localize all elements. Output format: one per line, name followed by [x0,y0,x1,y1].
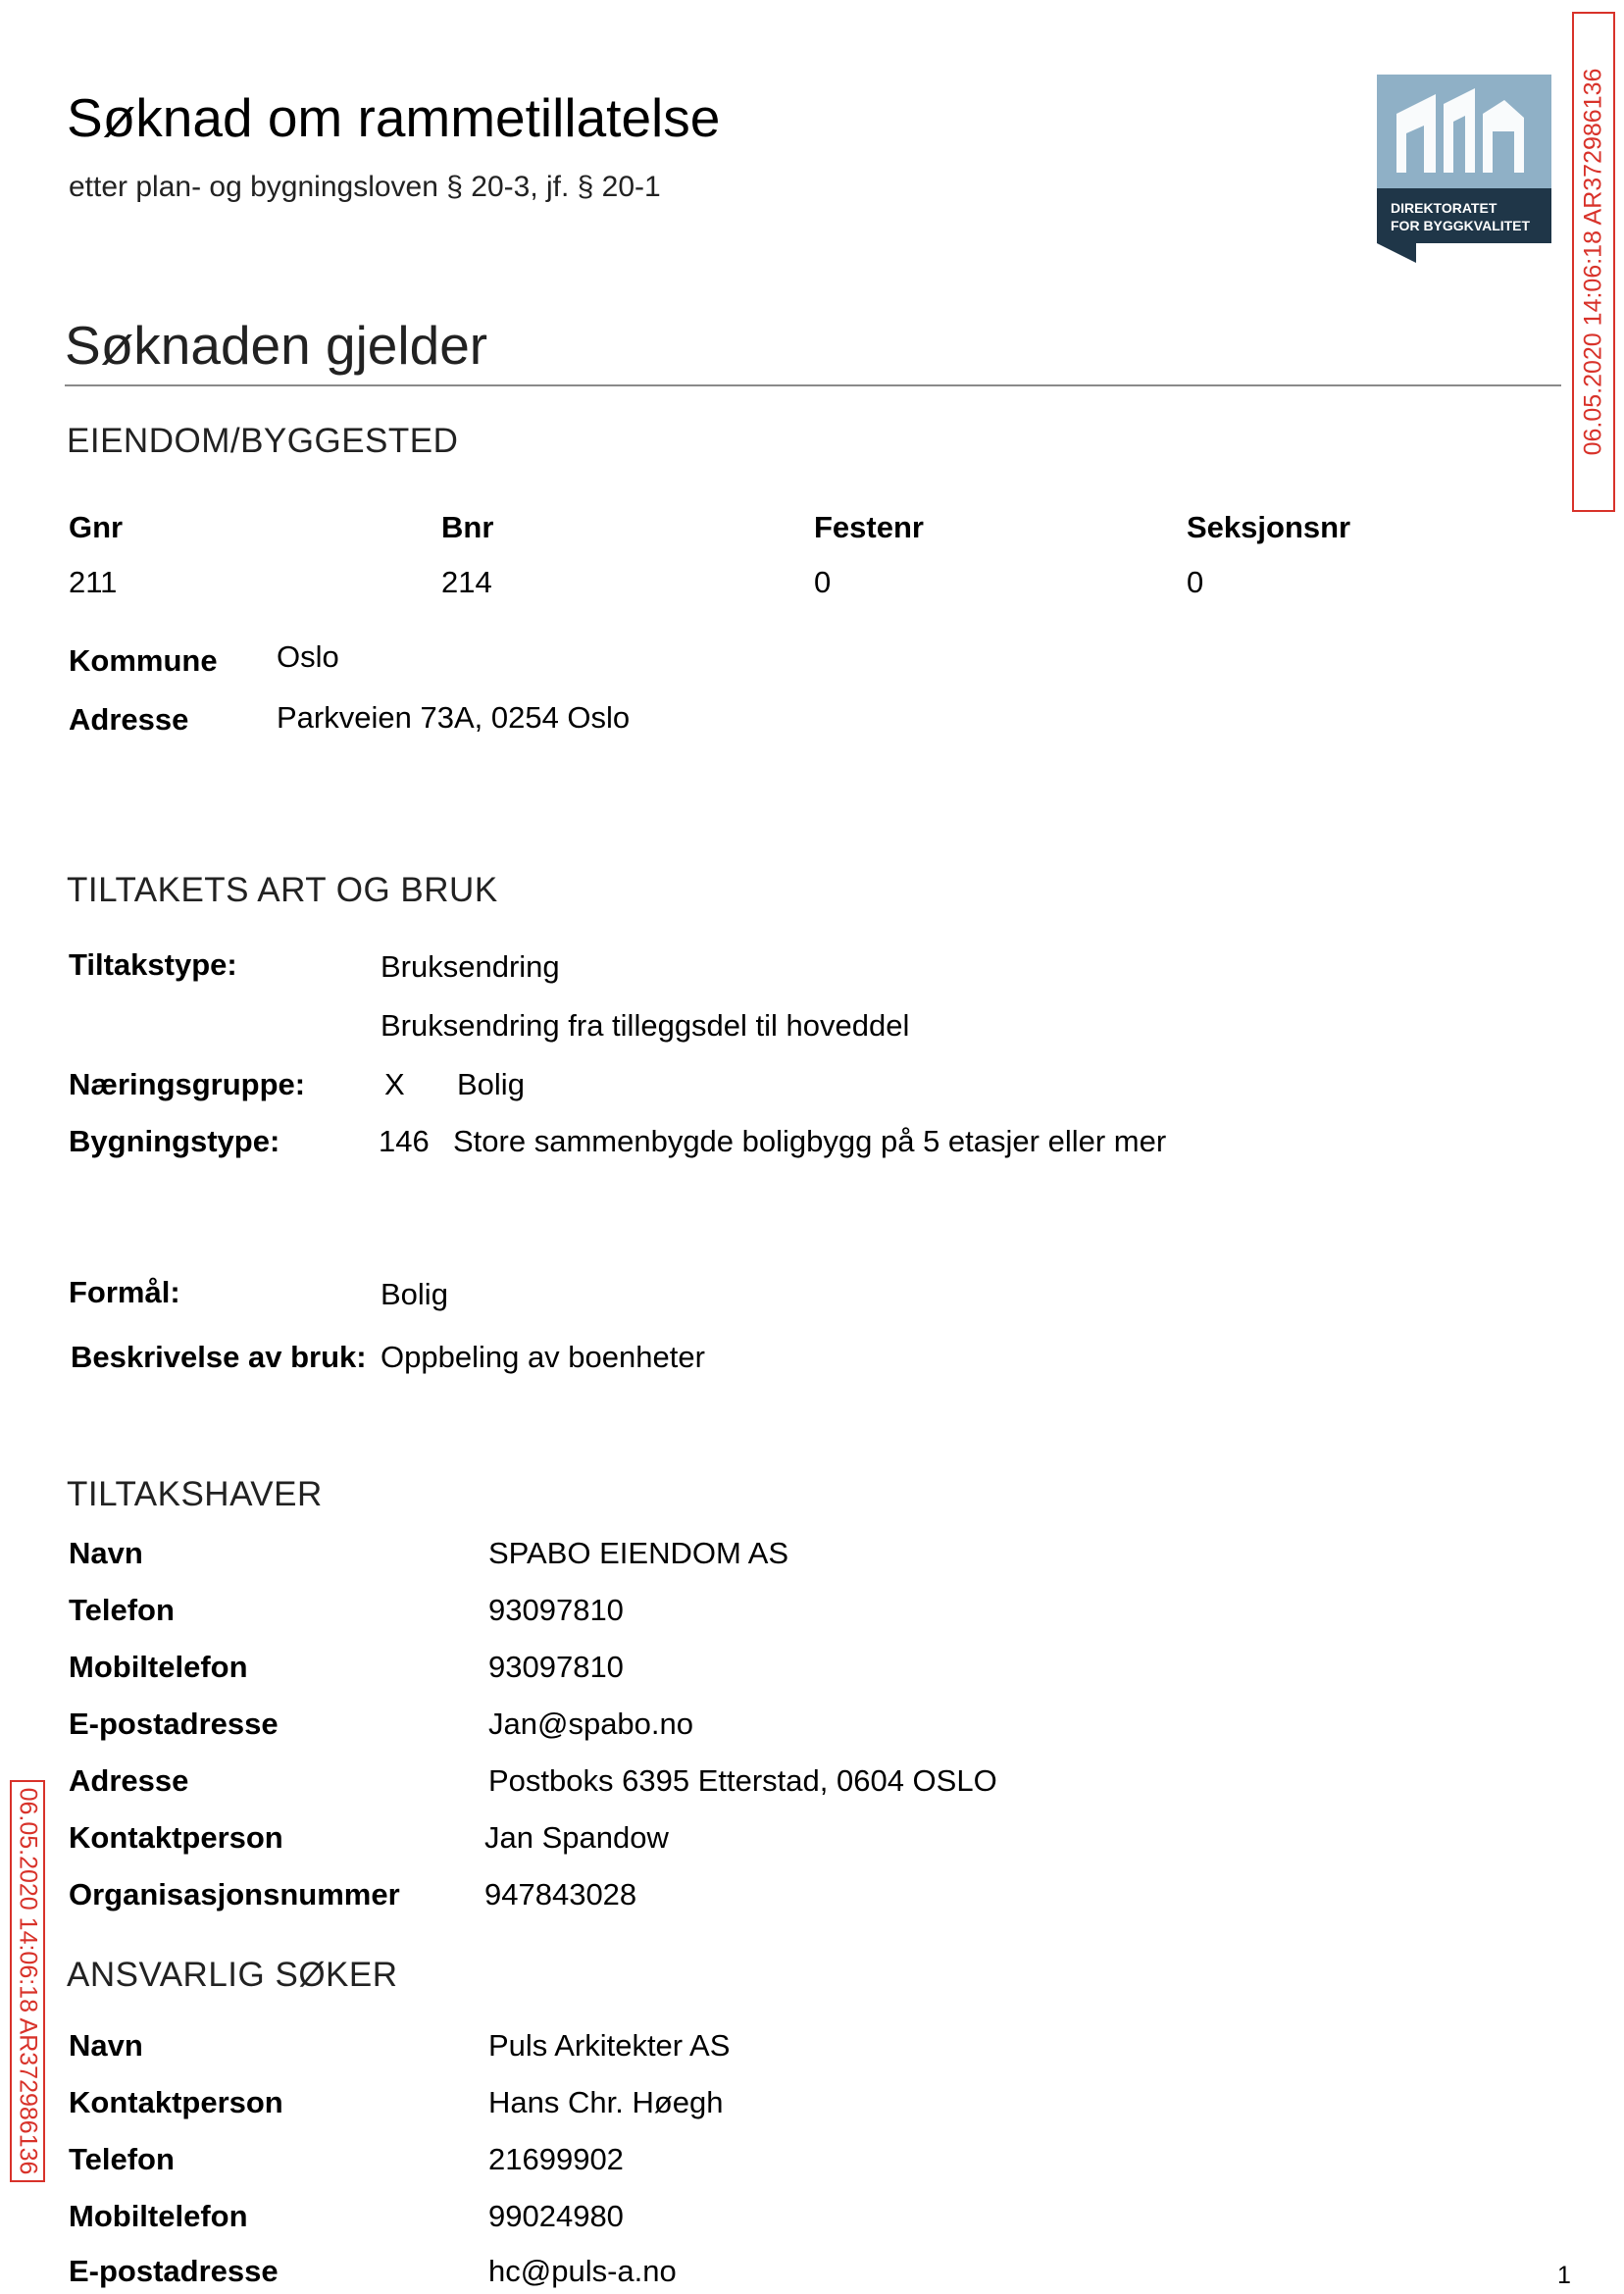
tiltakstype-value: Bruksendring [381,949,560,984]
val-festenr: 0 [814,565,832,599]
stamp-top [1572,12,1615,512]
tiltakstype-label: Tiltakstype: [69,947,237,982]
bygningstype-label: Bygningstype: [69,1124,280,1158]
tiltakshaver-navn-value: SPABO EIENDOM AS [488,1536,789,1570]
tiltak-heading: TILTAKETS ART OG BRUK [67,871,498,909]
ansvarlig-epost-value: hc@puls-a.no [488,2254,677,2288]
logo-line1: DIREKTORATET [1391,200,1497,216]
naeringsgruppe-value: Bolig [457,1067,525,1101]
tiltakshaver-heading: TILTAKSHAVER [67,1475,323,1513]
col-seksjonsnr: Seksjonsnr [1187,510,1351,544]
col-festenr: Festenr [814,510,924,544]
formal-label: Formål: [69,1275,180,1309]
dibk-logo-icon [1377,75,1551,263]
tiltakshaver-telefon-label: Telefon [69,1593,175,1627]
stamp-text: 06.05.2020 14:06:18 AR372986136 [1579,68,1607,456]
ansvarlig-epost-label: E-postadresse [69,2254,279,2288]
beskrivelse-label: Beskrivelse av bruk: [71,1340,367,1374]
val-bnr: 214 [441,565,492,599]
tiltakshaver-orgnr-value: 947843028 [484,1877,637,1912]
ansvarlig-navn-label: Navn [69,2028,143,2063]
ansvarlig-kontakt-value: Hans Chr. Høegh [488,2085,724,2119]
page-subtitle: etter plan- og bygningsloven § 20-3, jf. § 20-1 [69,171,661,203]
eiendom-heading: EIENDOM/BYGGESTED [67,422,459,460]
col-gnr: Gnr [69,510,124,544]
kommune-label: Kommune [69,643,218,678]
ansvarlig-mobil-label: Mobiltelefon [69,2199,248,2233]
col-bnr: Bnr [441,510,494,544]
ansvarlig-navn-value: Puls Arkitekter AS [488,2028,731,2063]
tiltakshaver-epost-value: Jan@spabo.no [488,1707,694,1741]
logo-line2: FOR BYGGKVALITET [1391,218,1531,233]
tiltakshaver-kontakt-label: Kontaktperson [69,1820,283,1855]
adresse-label: Adresse [69,702,189,737]
tiltakshaver-epost-label: E-postadresse [69,1707,279,1741]
val-seksjonsnr: 0 [1187,565,1204,599]
tiltakshaver-telefon-value: 93097810 [488,1593,624,1627]
formal-value: Bolig [381,1277,448,1311]
adresse-value: Parkveien 73A, 0254 Oslo [277,700,631,735]
section-title: Søknaden gjelder [65,315,488,376]
tiltakshaver-adresse-value: Postboks 6395 Etterstad, 0604 OSLO [488,1763,997,1798]
tiltakshaver-adresse-label: Adresse [69,1763,189,1798]
divider [65,384,1561,386]
tiltakshaver-mobil-value: 93097810 [488,1650,624,1684]
naeringsgruppe-code: X [384,1067,405,1101]
bygningstype-code: 146 [379,1124,430,1158]
page-title: Søknad om rammetillatelse [67,87,721,148]
tiltakshaver-navn-label: Navn [69,1536,143,1570]
ansvarlig-telefon-label: Telefon [69,2142,175,2176]
tiltakstype-desc: Bruksendring fra tilleggsdel til hoveddel [381,1008,910,1043]
page-number: 1 [1557,2262,1571,2289]
stamp-left [10,1780,45,2182]
bygningstype-value: Store sammenbygde boligbygg på 5 etasjer eller mer [453,1124,1167,1158]
kommune-value: Oslo [277,639,339,674]
ansvarlig-telefon-value: 21699902 [488,2142,624,2176]
tiltakshaver-orgnr-label: Organisasjonsnummer [69,1877,400,1912]
naeringsgruppe-label: Næringsgruppe: [69,1067,306,1101]
tiltakshaver-mobil-label: Mobiltelefon [69,1650,248,1684]
beskrivelse-value: Oppbeling av boenheter [381,1340,705,1374]
dibk-logo [1377,75,1551,263]
ansvarlig-heading: ANSVARLIG SØKER [67,1956,398,1994]
ansvarlig-mobil-value: 99024980 [488,2199,624,2233]
ansvarlig-kontakt-label: Kontaktperson [69,2085,283,2119]
val-gnr: 211 [69,565,118,599]
stamp-text: 06.05.2020 14:06:18 AR372986136 [14,1787,42,2175]
tiltakshaver-kontakt-value: Jan Spandow [484,1820,669,1855]
